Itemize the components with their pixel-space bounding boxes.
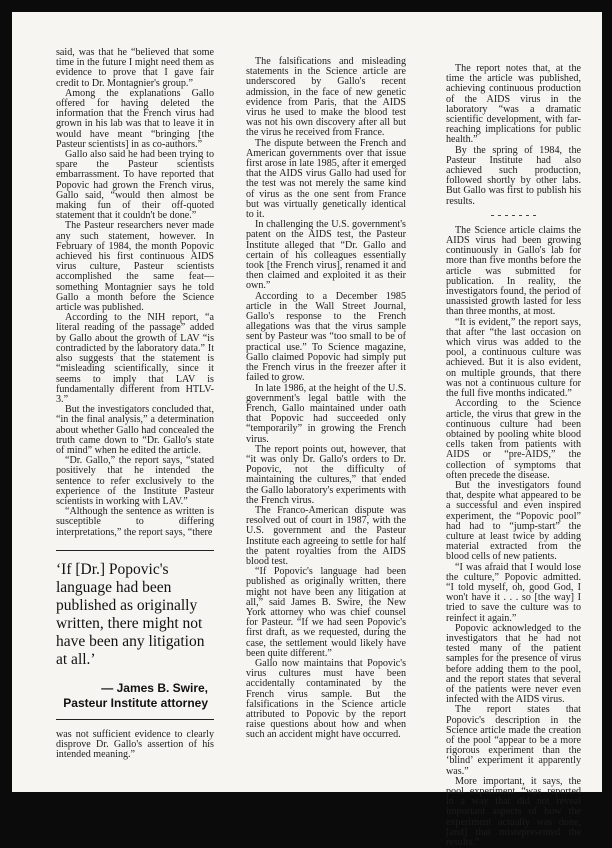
paragraph: The Franco-American dispute was resolved out of court in 1987, with the U.S. government and the Pasteur Institute each agreeing to settle for half the patent royalties from the AIDS blood test. [246,504,406,567]
paragraph: “Dr. Gallo,” the report says, “stated positively that he intended the sentence to refer exclusively to the experience of the Institute Pasteur scientists in working with LAV.” [56,455,214,507]
paragraph: But the investigators found that, despite what appeared to be a successful and even inspired experiment, the “Popovic pool” had had to “jump-start” the culture at least twice by adding material extracted from the blood cells of new patients. [446,479,581,563]
paragraph: The falsifications and misleading statements in the Science article are underscored by Gallo's recent admission, in the face of new genetic evidence from Paris, that the AIDS virus he used to make the blood test was not his own discovery after all but the virus he received from France. [246,56,406,139]
paragraph: said, was that he “believed that some time in the future I might need them as evidence to prove that I gave fair credit to Dr. Montagnier's group.” [56,47,214,89]
paragraph: The Science article claims the AIDS virus had been growing continuously in Gallo's lab for more than five months before the article was submitted for publication. In reality, the investigators found, the period of unassisted growth lasted for less than three months, at most. [446,224,581,318]
column-1 [56,48,214,760]
paragraph: But the investigators concluded that, “in the final analysis,” a determination about whether Gallo had concealed the truth came down to “Dr. Gallo's state of mind” when he edited the article. [56,404,214,456]
paragraph: In late 1986, at the height of the U.S. government's legal battle with the French, Gallo maintained under oath that Popovic had succeeded only “temporarily” in growing the French virus. [246,382,406,445]
paragraph: According to the NIH report, “a literal reading of the passage” added by Gallo about the growth of LAV “is contradicted by the laboratory data.” It also suggests that the statement is “misleading scientifically, since it seems to imply that LAV is fundamentally different from HTLV-3.” [56,312,214,405]
paragraph: “Although the sentence as written is susceptible to differing interpretations,” the report says, “there [56,506,214,538]
paragraph: Gallo now maintains that Popovic's virus cultures must have been accidentally contaminated by the French virus sample. But the falsifications in the Science article attributed to Popovic by the report raise questions about how and when such an accident might have occurred. [246,657,406,741]
paragraph: Gallo also said he had been trying to spare the Pasteur scientists embarrassment. To have reported that Popovic had grown the French virus, Gallo said, “would then almost be making fun of their off-quoted statement that it couldn't be done.” [56,149,214,222]
pull-quote [56,550,214,720]
attribution-title: Pasteur Institute attorney [63,695,208,710]
attribution-name: — James B. Swire, [101,680,208,695]
pull-quote-text: ‘If [Dr.] Popovic's language had been published as originally written, there might not have been any litigation at all.’ [56,560,205,668]
paragraph: The report points out, however, that “it was only Dr. Gallo's orders to Dr. Popovic, not the difficulty of maintaining the cultures,” that ended the Gallo laboratory's experiments with the French virus. [246,443,406,506]
paragraph: Among the explanations Gallo offered for having deleted the information that the French virus had grown in his lab was that to leave it in would have meant “bringing [the Pasteur scientists] in as co-authors.” [56,87,214,150]
paragraph: was not sufficient evidence to clearly disprove Dr. Gallo's assertion of his intended meaning.” [56,728,214,761]
paragraph: “If Popovic's language had been published as originally written, there might not have been any litigation at all,” said James B. Swire, the New York attorney who was chief counsel for Pasteur. “If we had seen Popovic's first draft, as we requested, during the case, the settlement would likely have been quite different.” [246,566,406,659]
paragraph: Popovic acknowledged to the investigators that he had not tested many of the patient samples for the presence of virus before adding them to the pool, and the report states that several of the patients were never even infected with the AIDS virus. [446,622,581,706]
pull-quote-attribution [56,681,214,711]
paragraph: The Pasteur researchers never made any such statement, however. In February of 1984, the month Popovic achieved his first continuous AIDS virus culture, Pasteur scientists accomplished the same feat—something Montagnier says he told Gallo a month before the Science article was published. [56,220,214,314]
paragraph: The report notes that, at the time the article was published, achieving continuous production of the AIDS virus in the laboratory “was a dramatic scientific development, with far-reaching implications for public health.” [446,63,581,146]
paragraph: According to the Science article, the virus that grew in the continuous culture had been obtained by pooling white blood cells taken from patients with AIDS or “pre-AIDS,” the collection of symptoms that often precede the disease. [446,398,581,481]
column-2 [246,57,406,741]
column-3 [446,64,581,848]
paragraph: “It is evident,” the report says, that after “the last occasion on which virus was added to the pool, a continuous culture was achieved. But it is also evident, on multiple grounds, that there was not a continuous culture for the full five months indicated.” [446,316,581,400]
paragraph: The report states that Popovic's description in the Science article made the creation of the pool “appear to be a more rigorous experiment than the ‘blind’ experiment it apparently was.” [446,704,581,777]
paragraph: By the spring of 1984, the Pasteur Institute had also achieved such production, followed shortly by other labs. But Gallo was first to publish his results. [446,144,581,207]
paragraph: More important, it says, the pool experiment “was reported in a way that did not reveal important aspects of how the experiment actually was done, [and] that misrepresented the results.” [446,775,581,848]
paragraph: In challenging the U.S. government's patent on the AIDS test, the Pasteur Institute alleged that “Dr. Gallo and certain of his colleagues essentially took [the French virus], renamed it and then claimed and exploited it as their own.” [246,219,406,292]
paragraph: According to a December 1985 article in the Wall Street Journal, Gallo's response to the French allegations was that the virus sample sent by Pasteur was “too small to be of practical use.” To Science magazine, Gallo claimed Popovic had simply put the French virus in the freezer after it failed to grow. [246,290,406,384]
paragraph: “I was afraid that I would lose the culture,” Popovic admitted. “I told myself, oh, good God, I won't have it . . . so [the way] I tried to save the culture was to reinfect it again.” [446,561,581,624]
newspaper-page [12,12,602,848]
section-divider [446,215,581,216]
paragraph: The dispute between the French and American governments over that issue first arose in late 1985, after it emerged that the AIDS virus Gallo had used for the test was not merely the same kind of virus as the one sent from France but was virtually genetically identical to it. [246,137,406,221]
